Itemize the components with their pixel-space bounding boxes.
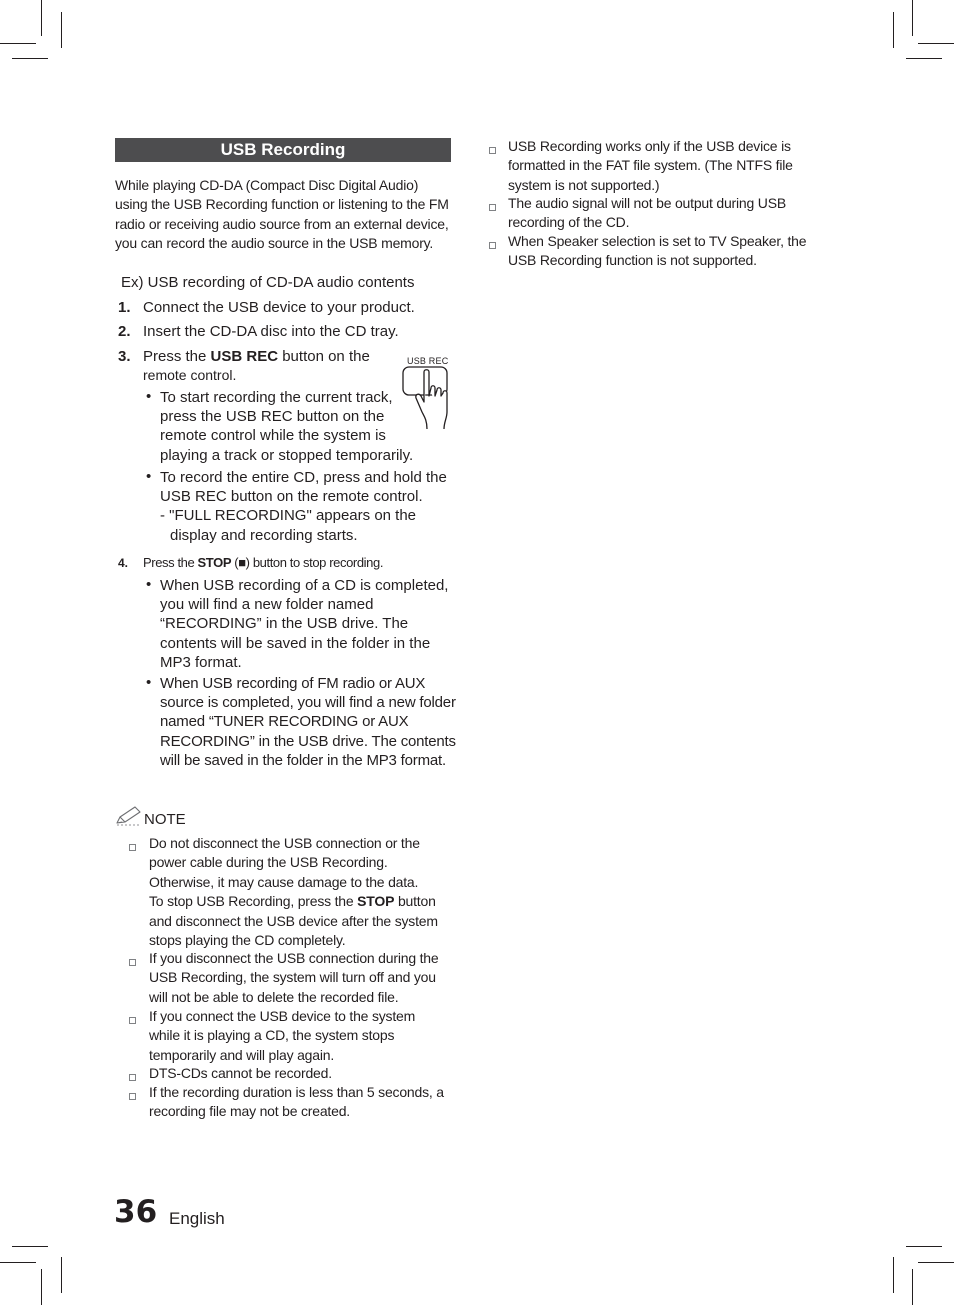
- intro-line: using the USB Recording function or listening to the FM: [115, 196, 449, 213]
- bullet-line: playing a track or stopped temporarily.: [160, 446, 414, 464]
- note-line: Otherwise, it may cause damage to the data.: [149, 873, 419, 890]
- intro-line: radio or receiving audio source from an external device,: [115, 215, 449, 232]
- bullet-item: [160, 576, 448, 672]
- note-line: USB Recording, the system will turn off and you: [149, 969, 436, 986]
- note-line: recording file may not be created.: [149, 1103, 350, 1120]
- note-item: [149, 1064, 332, 1083]
- crop-mark: [12, 58, 48, 59]
- note-line: system is not supported.): [508, 176, 660, 193]
- note-line: while it is playing a CD, the system stops: [149, 1027, 395, 1044]
- crop-mark: [912, 0, 913, 36]
- note-item: [508, 194, 786, 233]
- note-line: USB Recording function is not supported.: [508, 252, 757, 269]
- pencil-note-icon: [115, 806, 143, 826]
- note-line: The audio signal will not be output during USB: [508, 195, 786, 211]
- crop-mark: [41, 0, 42, 36]
- crop-mark: [61, 1257, 62, 1293]
- step-text-part: Press the: [143, 555, 198, 570]
- crop-mark: [893, 1257, 894, 1293]
- note-item: [149, 834, 438, 950]
- note-line: When Speaker selection is set to TV Speaker, the: [508, 233, 807, 249]
- note-line: recording of the CD.: [508, 214, 630, 231]
- crop-mark: [918, 43, 954, 44]
- bullet-dot-icon: •: [146, 468, 152, 485]
- example-heading: Ex) USB recording of CD-DA audio contents: [121, 274, 415, 291]
- note-line: To stop USB Recording, press the STOP button: [149, 893, 436, 910]
- step-text-part: button on the: [278, 348, 370, 365]
- intro-line: you can record the audio source in the USB memory.: [115, 235, 434, 252]
- note-line: power cable during the USB Recording.: [149, 854, 388, 871]
- key-name: USB REC: [210, 348, 279, 365]
- note-item: [149, 949, 438, 1007]
- bullet-line: USB REC button on the remote control.: [160, 488, 423, 506]
- section-title: USB Recording: [115, 138, 451, 162]
- bullet-line: remote control while the system is: [160, 427, 386, 445]
- page-language: English: [169, 1209, 225, 1228]
- note-line: will not be able to delete the recorded file.: [149, 988, 399, 1005]
- bullet-line: contents will be saved in the folder in the: [160, 634, 431, 652]
- bullet-line: press the USB REC button on the: [160, 408, 385, 426]
- note-line: If you disconnect the USB connection during the: [149, 950, 439, 966]
- bullet-line: To start recording the current track,: [160, 389, 393, 406]
- step-text: [143, 348, 370, 365]
- bullet-dot-icon: •: [146, 576, 152, 593]
- crop-mark: [906, 58, 942, 59]
- note-line: temporarily and will play again.: [149, 1046, 335, 1063]
- bullet-line: will be saved in the folder in the MP3 format.: [160, 751, 446, 769]
- bullet-item: [160, 388, 413, 465]
- intro-line: While playing CD-DA (Compact Disc Digital Audio): [115, 177, 419, 193]
- step-number: 2.: [118, 323, 131, 340]
- crop-mark: [893, 12, 894, 48]
- note-item: [508, 232, 806, 271]
- note-heading: NOTE: [144, 811, 186, 828]
- page-number: 36: [114, 1194, 158, 1230]
- crop-mark: [41, 1269, 42, 1305]
- intro-paragraph: [115, 176, 460, 254]
- note-line: If the recording duration is less than 5 seconds, a: [149, 1084, 444, 1100]
- step-text-part: (■) button to stop recording.: [231, 555, 384, 570]
- step-number: 3.: [118, 348, 131, 365]
- bullet-line: To record the entire CD, press and hold the: [160, 469, 447, 486]
- step-number: 4.: [118, 556, 129, 570]
- note-line: USB Recording works only if the USB device is: [508, 138, 791, 154]
- note-line: Do not disconnect the USB connection or the: [149, 835, 420, 851]
- square-bullet-icon: [129, 1087, 136, 1105]
- bullet-item: [160, 468, 447, 545]
- crop-mark: [0, 1262, 36, 1263]
- crop-mark: [906, 1246, 942, 1247]
- step-text-part: Press the: [143, 348, 211, 365]
- step-text: Connect the USB device to your product.: [143, 299, 415, 316]
- bullet-line: you will find a new folder named: [160, 596, 374, 614]
- crop-mark: [12, 1246, 48, 1247]
- remote-button-label: USB REC: [407, 356, 449, 366]
- crop-mark: [61, 12, 62, 48]
- square-bullet-icon: [129, 1011, 136, 1029]
- square-bullet-icon: [129, 838, 136, 856]
- bullet-line: MP3 format.: [160, 653, 242, 671]
- note-line: stops playing the CD completely.: [149, 932, 346, 949]
- bullet-line: When USB recording of a CD is completed,: [160, 577, 449, 594]
- note-item: [149, 1007, 415, 1065]
- bullet-line: “RECORDING” in the USB drive. The: [160, 615, 409, 633]
- bullet-line: display and recording starts.: [170, 526, 358, 544]
- crop-mark: [0, 43, 36, 44]
- step-text: Insert the CD-DA disc into the CD tray.: [143, 323, 399, 340]
- bullet-line: - "FULL RECORDING" appears on the: [160, 507, 417, 525]
- bullet-line: RECORDING” in the USB drive. The contents: [160, 732, 456, 750]
- step-number: 1.: [118, 299, 131, 316]
- key-name: STOP: [197, 555, 232, 570]
- square-bullet-icon: [489, 198, 496, 216]
- square-bullet-icon: [129, 1068, 136, 1086]
- bullet-item: [160, 674, 456, 770]
- square-bullet-icon: [129, 953, 136, 971]
- square-bullet-icon: [489, 141, 496, 159]
- note-line: DTS-CDs cannot be recorded.: [149, 1065, 332, 1081]
- square-bullet-icon: [489, 236, 496, 254]
- step-text: [143, 555, 383, 570]
- note-item: [149, 1083, 444, 1122]
- bullet-line: When USB recording of FM radio or AUX: [160, 675, 426, 692]
- crop-mark: [918, 1262, 954, 1263]
- note-line: If you connect the USB device to the system: [149, 1008, 416, 1024]
- bullet-dot-icon: •: [146, 388, 152, 405]
- bullet-line: named “TUNER RECORDING or AUX: [160, 713, 409, 731]
- note-item: [508, 137, 793, 195]
- bullet-dot-icon: •: [146, 674, 152, 691]
- bullet-line: source is completed, you will find a new folder: [160, 694, 456, 712]
- step-text: remote control.: [143, 367, 237, 383]
- note-line: formatted in the FAT file system. (The NTFS file: [508, 157, 793, 174]
- note-line: and disconnect the USB device after the system: [149, 912, 438, 929]
- crop-mark: [912, 1269, 913, 1305]
